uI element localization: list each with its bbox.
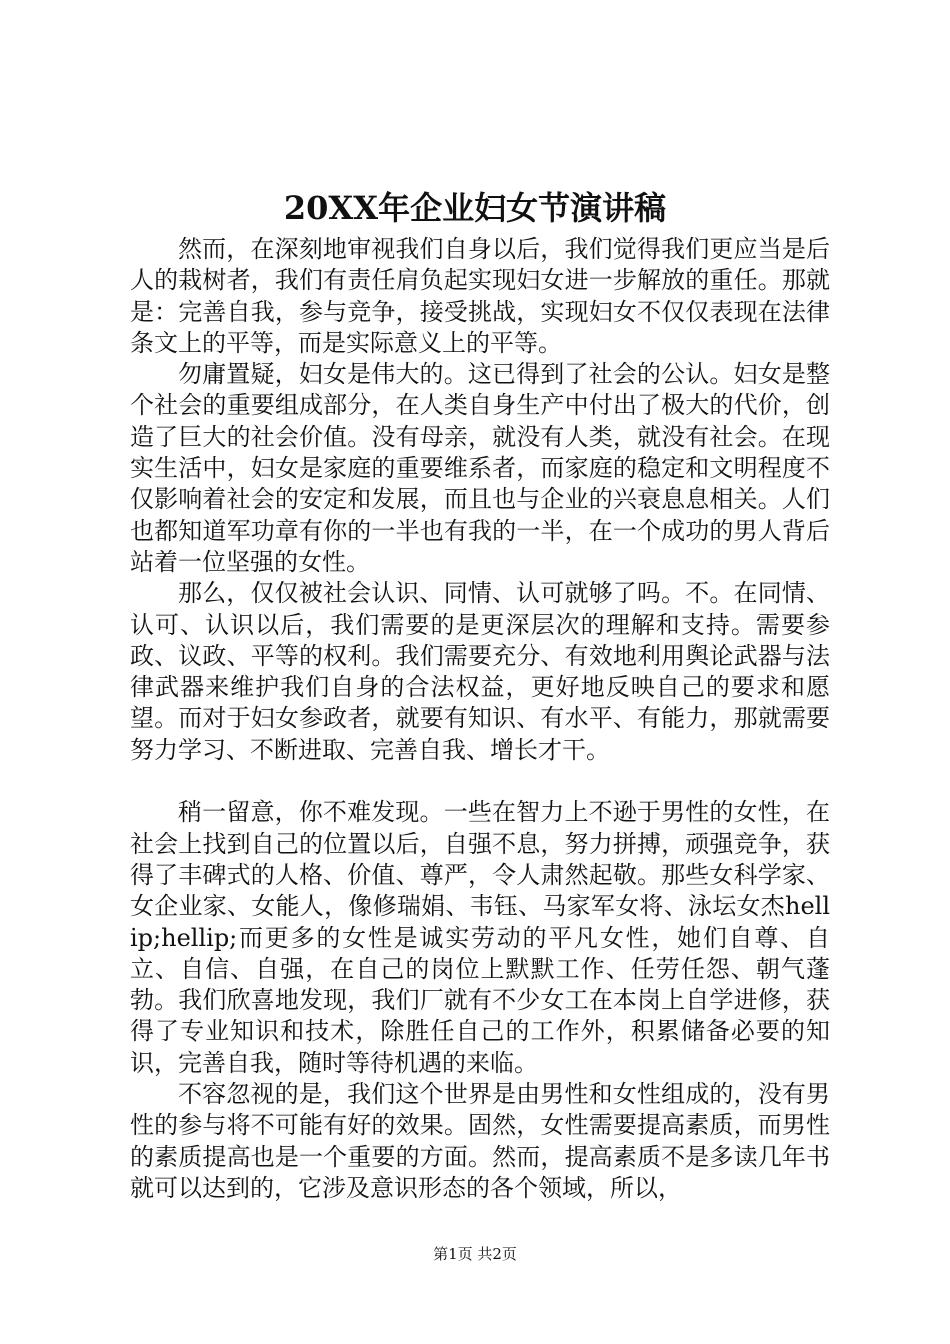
document-title: 20XX年企业妇女节演讲稿 bbox=[283, 189, 667, 227]
document-body bbox=[130, 234, 830, 1204]
paragraph-5: 不容忽视的是，我们这个世界是由男性和女性组成的，没有男性的参与将不可能有好的效果。固然，女性需要提高素质，而男性的素质提高也是一个重要的方面。然而，提高素质不是多读几年书就可以达到的，它涉及意识形态的各个领域，所以， bbox=[130, 1080, 830, 1202]
page-footer: 第1页 共2页 bbox=[433, 1245, 517, 1263]
paragraph-2: 勿庸置疑，妇女是伟大的。这已得到了社会的公认。妇女是整个社会的重要组成部分，在人类自身生产中付出了极大的代价，创造了巨大的社会价值。没有母亲，就没有人类，就没有社会。在现实生活中，妇女是家庭的重要维系者，而家庭的稳定和文明程度不仅影响着社会的安定和发展，而且也与企业的兴衰息息相关。人们也都知道军功章有你的一半也有我的一半，在一个成功的男人背后站着一位坚强的女性。 bbox=[130, 360, 830, 576]
paragraph-4: 稍一留意，你不难发现。一些在智力上不逊于男性的女性，在社会上找到自己的位置以后，自强不息，努力拼搏，顽强竞争，获得了丰碑式的人格、价值、尊严，令人肃然起敬。那些女科学家、女企业家、女能人，像修瑞娟、韦钰、马家军女将、泳坛女杰hellip;hellip;而更多的女性是诚实劳动的平凡女性，她们自尊、自立、自信、自强，在自己的岗位上默默工作、任劳任怨、朝气蓬勃。我们欣喜地发现，我们厂就有不少女工在本岗上自学进修，获得了专业知识和技术，除胜任自己的工作外，积累储备必要的知识，完善自我，随时等待机遇的来临。 bbox=[130, 798, 830, 1077]
paragraph-3: 那么，仅仅被社会认识、同情、认可就够了吗。不。在同情、认可、认识以后，我们需要的是更深层次的理解和支持。需要参政、议政、平等的权利。我们需要充分、有效地利用舆论武器与法律武器来维护我们自身的合法权益，更好地反映自己的要求和愿望。而对于妇女参政者，就要有知识、有水平、有能力，那就需要努力学习、不断进取、完善自我、增长才干。 bbox=[130, 579, 830, 764]
paragraph-1: 然而，在深刻地审视我们自身以后，我们觉得我们更应当是后人的栽树者，我们有责任肩负起实现妇女进一步解放的重任。那就是：完善自我，参与竞争，接受挑战，实现妇女不仅仅表现在法律条文上的平等，而是实际意义上的平等。 bbox=[130, 235, 830, 357]
paragraph-spacer bbox=[130, 766, 830, 797]
